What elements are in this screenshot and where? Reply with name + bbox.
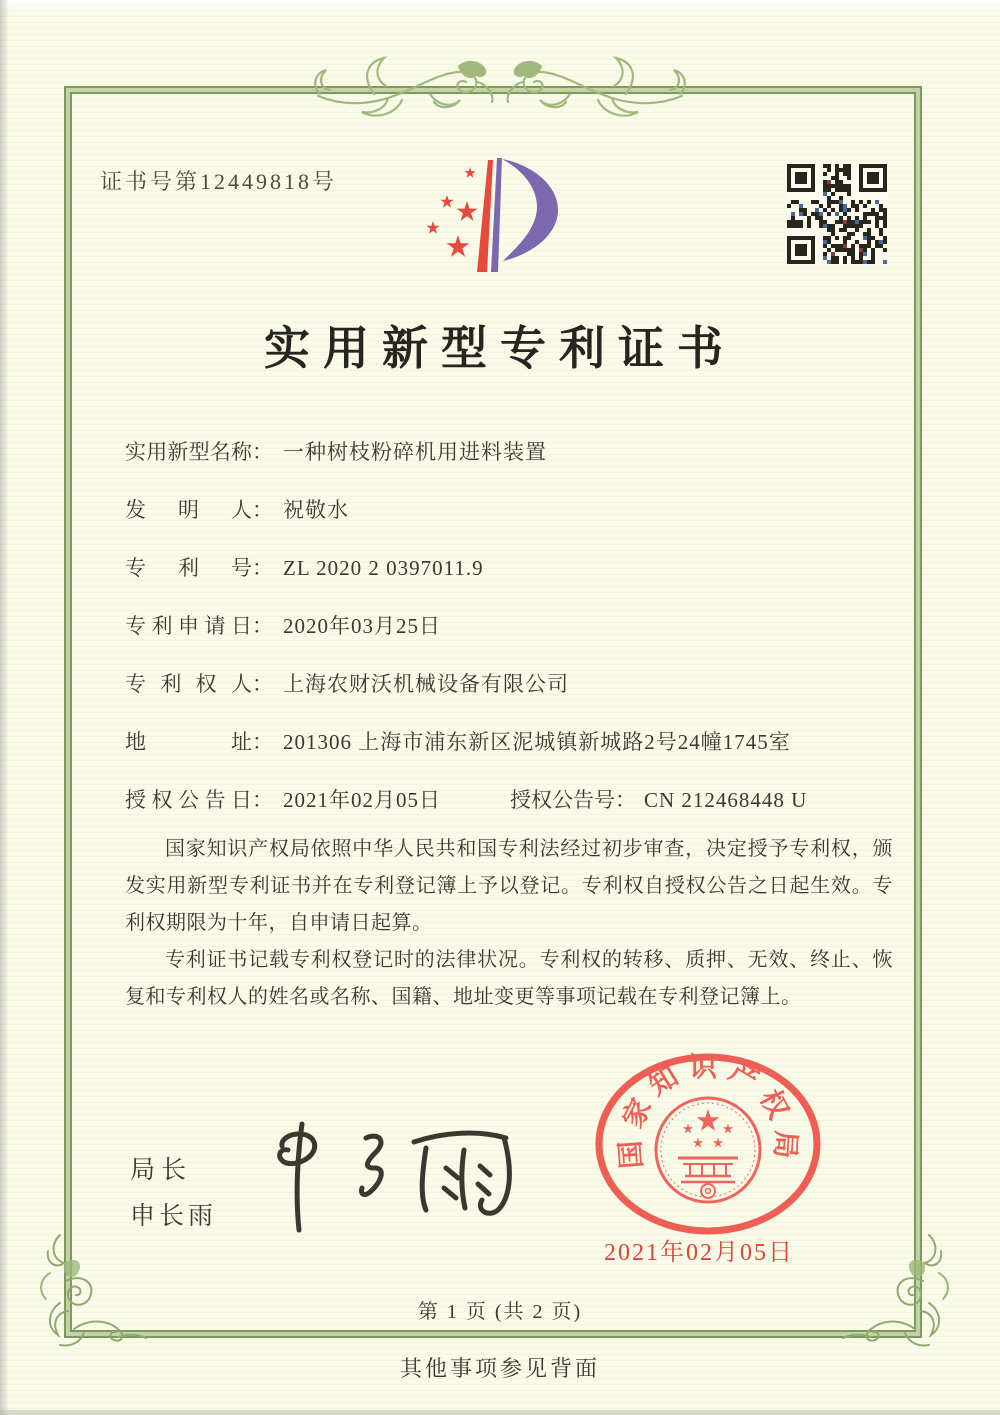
field-value: 上海农财沃机械设备有限公司 (283, 672, 569, 696)
star-icon (457, 201, 478, 221)
commissioner-signature (268, 1112, 528, 1242)
legal-text (125, 831, 893, 1016)
legal-paragraph-1: 国家知识产权局依照中华人民共和国专利法经过初步审查，决定授予专利权，颁发实用新型专利证书并在专利登记簿上予以登记。专利权自授权公告之日起生效。专利权期限为十年，自申请日起算。 (125, 838, 893, 934)
logo-purple-bowl (502, 159, 558, 261)
field-label: 专利号 (125, 556, 252, 580)
field-label: 专利权人 (125, 672, 252, 696)
grant-date-value: 2021年02月05日 (283, 788, 441, 812)
seal-text: 国家知识产权局 (614, 1052, 801, 1170)
certificate-title: 实用新型专利证书 (264, 323, 736, 374)
star-icon (713, 1138, 723, 1148)
field-row-address: 地址： 201306 上海市浦东新区泥城镇新城路2号24幢1745室 (125, 726, 905, 784)
field-row-patentee: 专利权人： 上海农财沃机械设备有限公司 (125, 668, 905, 726)
logo-purple-bar (491, 158, 502, 272)
star-icon (723, 1124, 733, 1134)
scan-edge-bottom (0, 1410, 1000, 1415)
field-label: 发明人 (125, 498, 252, 522)
star-icon (697, 1109, 720, 1131)
field-row-name: 实用新型名称： 一种树枝粉碎机用进料装置 (125, 436, 905, 494)
star-icon (440, 195, 453, 208)
fields-section (125, 436, 905, 842)
field-label: 地址 (125, 730, 252, 754)
field-value: ZL 2020 2 0397011.9 (283, 556, 484, 580)
field-label: 实用新型名称 (125, 440, 252, 464)
star-icon (683, 1124, 693, 1134)
field-label: 专利申请日 (125, 614, 252, 638)
commissioner-name: 申长雨 (130, 1203, 218, 1230)
seal-date: 2021年02月05日 (604, 1240, 794, 1266)
svg-text:国家知识产权局 (614, 1051, 801, 1169)
commissioner-title: 局长 (130, 1157, 193, 1184)
scan-edge-left (0, 0, 9, 1415)
certificate-number: 证书号第12449818号 (100, 169, 338, 194)
grant-no-label: 授权公告号 (510, 788, 615, 812)
national-emblem-icon (656, 1098, 760, 1202)
field-value: 祝敬水 (283, 498, 349, 522)
logo-red-wedge (477, 160, 493, 272)
scan-edge-top (0, 0, 1000, 13)
official-seal (592, 1050, 824, 1262)
legal-paragraph-2: 专利证书记载专利权登记时的法律状况。专利权的转移、质押、无效、终止、恢复和专利权人的姓名或名称、国籍、地址变更等事项记载在专利登记簿上。 (125, 949, 893, 1008)
star-icon (464, 167, 475, 178)
page-info: 第 1 页 (共 2 页) (417, 1301, 583, 1323)
field-row-inventor: 发明人： 祝敬水 (125, 494, 905, 552)
field-row-filing-date: 专利申请日： 2020年03月25日 (125, 610, 905, 668)
field-value: 201306 上海市浦东新区泥城镇新城路2号24幢1745室 (283, 730, 791, 754)
cnipa-logo-icon (420, 143, 580, 283)
grant-date-label: 授权公告日 (125, 788, 252, 812)
grant-row: 授权公告日： 2021年02月05日 授权公告号： CN 212468448 U (125, 784, 905, 842)
back-note: 其他事项参见背面 (399, 1356, 600, 1381)
qr-code (787, 164, 887, 264)
field-value: 2020年03月25日 (283, 614, 441, 638)
field-row-patent-no: 专利号： ZL 2020 2 0397011.9 (125, 552, 905, 610)
star-icon (426, 221, 439, 234)
star-icon (693, 1138, 703, 1148)
grant-no-value: CN 212468448 U (644, 788, 808, 812)
field-value: 一种树枝粉碎机用进料装置 (283, 440, 547, 464)
star-icon (447, 235, 470, 257)
